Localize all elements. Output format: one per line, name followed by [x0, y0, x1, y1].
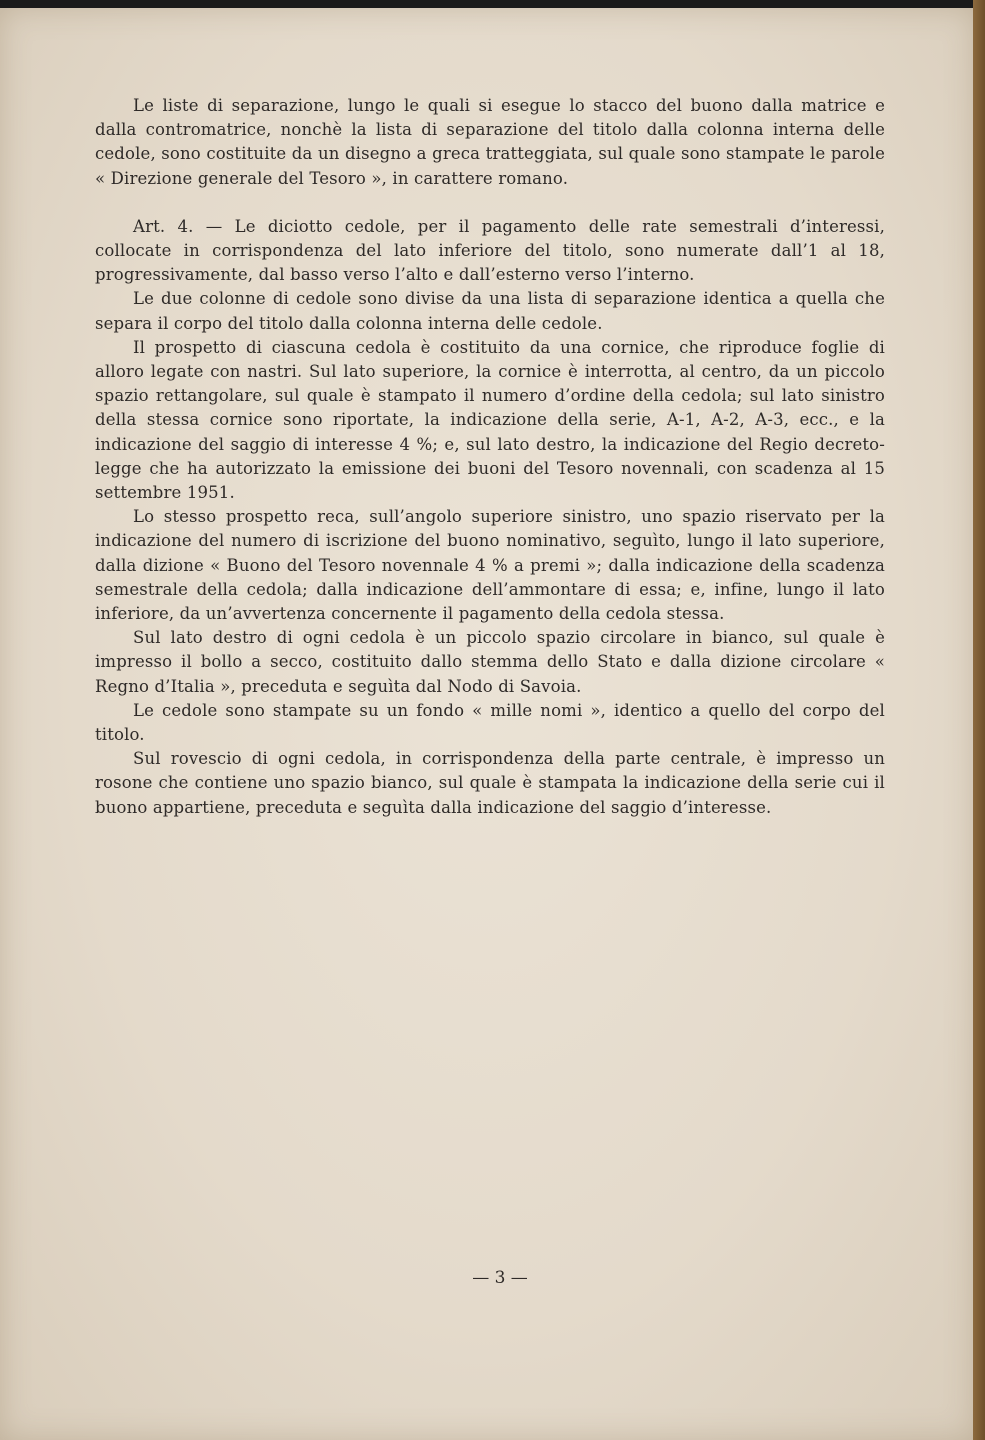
paragraph-cedola-background: Le cedole sono stampate su un fondo « mille nomi », identico a quello del corpo del titolo. — [95, 700, 885, 745]
page-binding-edge — [973, 0, 985, 1440]
body-text — [95, 94, 885, 820]
page-number: — 3 — — [472, 1268, 528, 1288]
paragraph-cedola-reverse: Sul rovescio di ogni cedola, in corrispondenza della parte centrale, è impresso un rosone che contiene uno spazio bianco, sul quale è stampata la indicazione della serie cui il buono appartiene, preceduta e seguìta dalla indicazione del saggio d’interesse. — [95, 749, 885, 817]
paragraph-article-4: Art. 4. — Le diciotto cedole, per il pagamento delle rate semestrali d’interessi, collocate in corrispondenza del lato inferiore del titolo, sono numerate dall’1 al 18, progressivamente, dal basso verso l’alto e dall’esterno verso l’interno. — [95, 216, 885, 285]
paragraph-cedola-seal: Sul lato destro di ogni cedola è un piccolo spazio circolare in bianco, sul quale è impresso il bollo a secco, costituito dallo stemma dello Stato e dalla dizione circolare « Regno d’Italia », preceduta e seguìta dal Nodo di Savoia. — [95, 628, 885, 696]
paragraph-cedola-frame: Il prospetto di ciascuna cedola è costituito da una cornice, che riproduce foglie di alloro legate con nastri. Sul lato superiore, la cornice è interrotta, al centro, da un piccolo spazio rettangolare, sul quale è stampato il numero d’ordine della cedola; sul lato sinistro della stessa cornice sono riportate, la indicazione della serie, A-1, A-2, A-3, ecc., e la indicazione del saggio di interesse 4 %; e, sul lato destro, la indicazione del Regio decreto-legge che ha autorizzato la emissione dei buoni del Tesoro novennali, con scadenza al 15 settembre 1951. — [95, 337, 885, 503]
paragraph-cedole-columns: Le due colonne di cedole sono divise da una lista di separazione identica a quella che separa il corpo del titolo dalla colonna interna delle cedole. — [95, 289, 885, 333]
document-page — [0, 8, 975, 1440]
paragraph-separation-lists: Le liste di separazione, lungo le quali si esegue lo stacco del buono dalla matrice e dalla contromatrice, nonchè la lista di separazione del titolo dalla colonna interna delle cedole, sono costituite da un disegno a greca tratteggiata, sul quale sono stampate le parole « Direzione generale del Tesoro », in carattere romano. — [95, 96, 885, 188]
paragraph-cedola-corner: Lo stesso prospetto reca, sull’angolo superiore sinistro, uno spazio riservato per la indicazione del numero di iscrizione del buono nominativo, seguìto, lungo il lato superiore, dalla dizione « Buono del Tesoro novennale 4 % a premi »; dalla indicazione della scadenza semestrale della cedola; dalla indicazione dell’ammontare di essa; e, infine, lungo il lato inferiore, da un’avvertenza concernente il pagamento della cedola stessa. — [95, 507, 885, 624]
